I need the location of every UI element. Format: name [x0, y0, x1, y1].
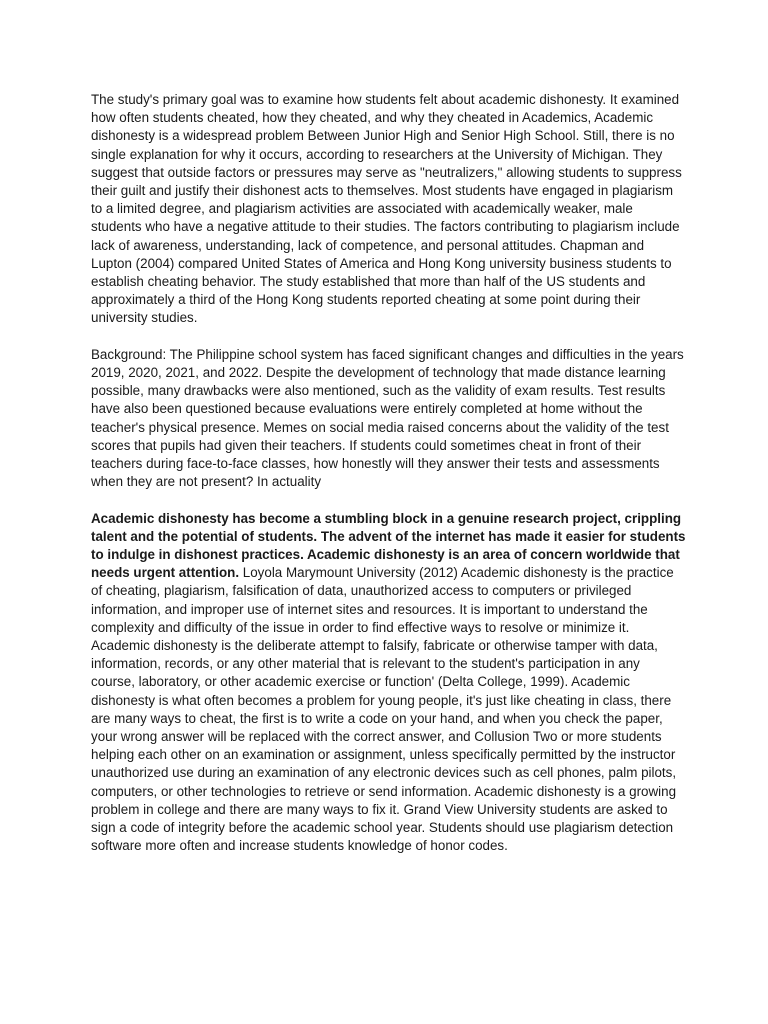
paragraph-bold-lead: Academic dishonesty has become a stumbling block in a genuine research project, crippling talent and the potential of students. The advent of the internet has made it easier for students to indulge in dishonest practices. Academic dishonesty is an area of concern worldwide that needs urgent attention. — [91, 510, 686, 581]
paragraph-academic-dishonesty — [91, 510, 686, 856]
document-page — [91, 91, 686, 874]
paragraph-study-goal: The study's primary goal was to examine how students felt about academic dishonesty. It examined how often students cheated, how they cheated, and why they cheated in Academics, Academic dishonesty is a widespread problem Between Junior High and Senior High School. Still, there is no single explanation for why it occurs, according to researchers at the University of Michigan. They suggest that outside factors or pressures may serve as "neutralizers," allowing students to suppress their guilt and justify their dishonest acts to themselves. Most students have engaged in plagiarism to a limited degree, and plagiarism activities are associated with academically weaker, male students who have a negative attitude to their studies. The factors contributing to plagiarism include lack of awareness, understanding, lack of competence, and personal attitudes. Chapman and Lupton (2004) compared United States of America and Hong Kong university business students to establish cheating behavior. The study established that more than half of the US students and approximately a third of the Hong Kong students reported cheating at some point during their university studies. — [91, 92, 682, 326]
paragraph-background: Background: The Philippine school system has faced significant changes and difficulties in the years 2019, 2020, 2021, and 2022. Despite the development of technology that made distance learning possible, many drawbacks were also mentioned, such as the validity of exam results. Test results have also been questioned because evaluations were entirely completed at home without the teacher's physical presence. Memes on social media raised concerns about the validity of the test scores that pupils had given their teachers. If students could sometimes cheat in front of their teachers during face-to-face classes, how honestly will they answer their tests and assessments when they are not present? In actuality — [91, 346, 684, 490]
paragraph-body-text: Loyola Marymount University (2012) Academic dishonesty is the practice of cheating, plagiarism, falsification of data, unauthorized access to computers or privileged information, and improper use of internet sites and resources. It is important to understand the complexity and difficulty of the issue in order to find effective ways to resolve or minimize it. Academic dishonesty is the deliberate attempt to falsify, fabricate or otherwise tamper with data, information, records, or any other material that is relevant to the student's participation in any course, laboratory, or other academic exercise or function' (Delta College, 1999). Academic dishonesty is what often becomes a problem for young people, it's just like cheating in class, there are many ways to cheat, the first is to write a code on your hand, and when you check the paper, your wrong answer will be replaced with the correct answer, and Collusion Two or more students helping each other on an examination or assignment, unless specifically permitted by the instructor unauthorized use during an examination of any electronic devices such as cell phones, palm pilots, computers, or other technologies to retrieve or send information. Academic dishonesty is a growing problem in college and there are many ways to fix it. Grand View University students are asked to sign a code of integrity before the academic school year. Students should use plagiarism detection software more often and increase students knowledge of honor codes. — [91, 565, 677, 854]
